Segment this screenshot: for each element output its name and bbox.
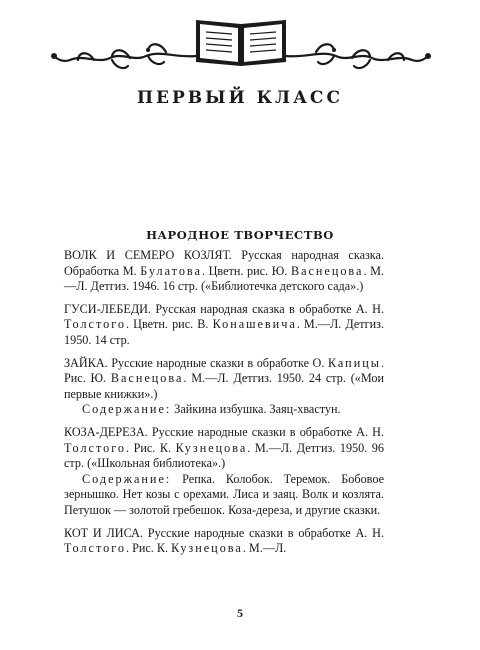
bibliography-entry: ВОЛК И СЕМЕРО КОЗЛЯТ. Русская народная сказка. Обработка М. Булатова. Цветн. рис. Ю. Васнецова. М.—Л. Детгиз. 1946. 16 стр. («Библиотечка детского сада».) — [64, 248, 384, 294]
entry-contents: Содержание: Репка. Колобок. Теремок. Бобовое зернышко. Нет козы с орехами. Лиса и заяц. Волк и козлята. Петушок — золотой гребешок. Коза-дереза, и другие сказки. — [64, 471, 384, 517]
bibliography-entry: КОТ И ЛИСА. Русские народные сказки в обработке А. Н. Толстого. Рис. К. Кузнецова. М.—Л. — [64, 525, 384, 556]
subsection-title: НАРОДНОЕ ТВОРЧЕСТВО — [146, 228, 334, 242]
entry-contents: Содержание: Зайкина избушка. Заяц-хвастун. — [82, 402, 341, 417]
bibliography-entry: ГУСИ-ЛЕБЕДИ. Русская народная сказка в обработке А. Н. Толстого. Цветн. рис. В. Конашевича. М.—Л. Детгиз. 1950. 14 стр. — [64, 301, 385, 347]
bibliography-entry: ЗАЙКА. Русские народные сказки в обработке О. Капицы. Рис. Ю. Васнецова. М.—Л. Детгиз. 1950. 24 стр. («Мои первые книжки».) Содержание: Зайкина избушка. Заяц-хвастун. — [64, 355, 384, 417]
bibliography-entry: КОЗА-ДЕРЕЗА. Русские народные сказки в обработке А. Н. Толстого. Рис. К. Кузнецова. М.—Л. Детгиз. 1950. 96 стр. («Школьная библиотека».) Содержание: Репка. Колобок. Теремок. Бобовое зернышко. Нет козы с орехами. Лиса и заяц. Волк и козлята. Петушок — золотой гребешок. Коза-дереза, и другие сказки. — [64, 424, 384, 517]
bibliography-list — [64, 248, 384, 564]
page-number: 5 — [237, 606, 243, 620]
book-ornament-icon — [48, 12, 434, 74]
section-title: ПЕРВЫЙ КЛАСС — [137, 88, 343, 108]
